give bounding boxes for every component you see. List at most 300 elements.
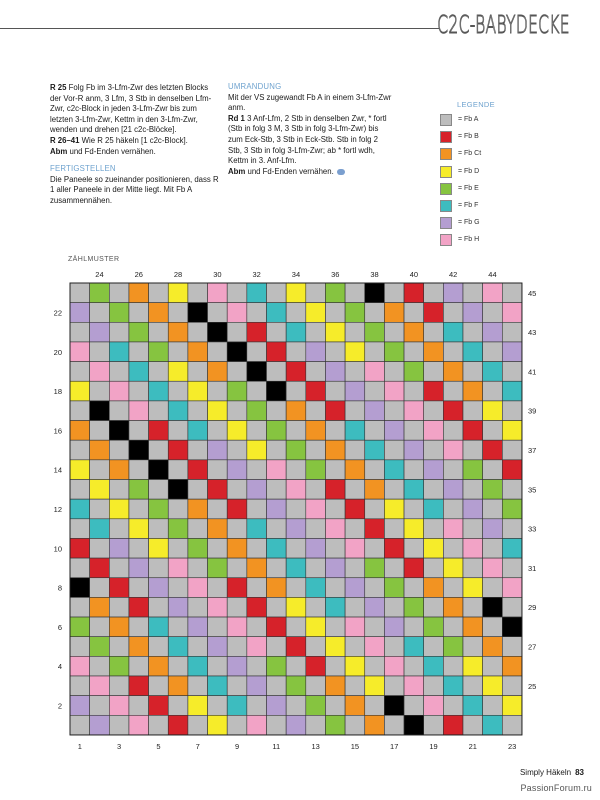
chart-cell: [90, 519, 110, 539]
chart-cell: [247, 696, 267, 716]
chart-cell: [443, 538, 463, 558]
chart-cell: [463, 362, 483, 382]
chart-cell: [404, 283, 424, 303]
chart-cell: [149, 519, 169, 539]
c2c-chart: [0, 262, 600, 752]
chart-cell: [404, 558, 424, 578]
chart-cell: [168, 362, 188, 382]
chart-cell: [208, 303, 228, 323]
chart-cell: [129, 322, 149, 342]
chart-cell: [247, 460, 267, 480]
chart-cell: [286, 342, 306, 362]
chart-cell: [149, 538, 169, 558]
chart-cell: [149, 696, 169, 716]
legend-item: [440, 114, 520, 127]
chart-cell: [345, 381, 365, 401]
chart-cell: [267, 578, 287, 598]
chart-cell: [463, 460, 483, 480]
chart-cell: [424, 460, 444, 480]
chart-cell: [247, 597, 267, 617]
left-row-label: 20: [53, 347, 62, 357]
chart-cell: [325, 519, 345, 539]
chart-cell: [286, 460, 306, 480]
chart-cell: [90, 381, 110, 401]
chart-cell: [443, 715, 463, 735]
chart-cell: [384, 362, 404, 382]
chart-cell: [267, 597, 287, 617]
chart-cell: [188, 342, 208, 362]
chart-cell: [325, 499, 345, 519]
bottom-column-label: 7: [195, 741, 200, 751]
chart-cell: [365, 696, 385, 716]
chart-cell: [109, 322, 129, 342]
chart-cell: [345, 578, 365, 598]
chart-cell: [90, 499, 110, 519]
chart-cell: [129, 283, 149, 303]
chart-cell: [90, 460, 110, 480]
chart-cell: [463, 538, 483, 558]
left-row-label: 22: [53, 308, 62, 318]
chart-cell: [227, 558, 247, 578]
chart-cell: [384, 303, 404, 323]
chart-cell: [168, 480, 188, 500]
row25-label: R 25: [50, 83, 67, 92]
chart-cell: [129, 440, 149, 460]
chart-cell: [208, 656, 228, 676]
chart-cell: [208, 283, 228, 303]
chart-cell: [247, 617, 267, 637]
chart-cell: [384, 676, 404, 696]
chart-cell: [306, 401, 326, 421]
bottom-column-label: 19: [429, 741, 438, 751]
chart-cell: [168, 283, 188, 303]
chart-cell: [424, 401, 444, 421]
chart-cell: [384, 597, 404, 617]
chart-cell: [129, 617, 149, 637]
chart-cell: [463, 578, 483, 598]
chart-cell: [365, 656, 385, 676]
fertigstellen-text: Die Paneele so zueinander positionieren, dass R 1 aller Paneele in der Mitte liegt. Mit Fb A zusammennähen.: [50, 174, 219, 205]
chart-cell: [365, 362, 385, 382]
chart-cell: [90, 401, 110, 421]
chart-cell: [227, 362, 247, 382]
chart-cell: [306, 303, 326, 323]
top-column-label: 44: [488, 270, 497, 279]
chart-cell: [70, 342, 90, 362]
chart-cell: [70, 696, 90, 716]
finish-paragraph: [50, 147, 220, 158]
chart-cell: [443, 460, 463, 480]
chart-cell: [129, 597, 149, 617]
chart-cell: [247, 558, 267, 578]
round1-text: 3 Anf-Lfm, 2 Stb in denselben Zwr, * fortl (Stb in folg 3 M, 3 Stb in folg 3-Lfm-Zwr) bis zum Eck-Stb, 3 Stb in Eck-Stb. Stb in folg 2 Stb, 3 Stb in folg 3-Lfm-Zwr; ab * fortl wdh, Kettm in 3. Anf-Lfm.: [228, 113, 387, 166]
chart-cell: [208, 440, 228, 460]
chart-cell: [365, 421, 385, 441]
top-column-label: 32: [252, 270, 261, 279]
chart-cell: [286, 696, 306, 716]
chart-cell: [129, 558, 149, 578]
chart-cell: [188, 362, 208, 382]
chart-cell: [325, 421, 345, 441]
chart-cell: [168, 656, 188, 676]
chart-cell: [424, 519, 444, 539]
chart-cell: [502, 715, 522, 735]
legend-title: LEGENDE: [457, 100, 495, 109]
chart-cell: [483, 597, 503, 617]
chart-cell: [384, 342, 404, 362]
chart-cell: [227, 440, 247, 460]
chart-cell: [483, 637, 503, 657]
chart-cell: [188, 578, 208, 598]
chart-cell: [306, 283, 326, 303]
chart-cell: [70, 597, 90, 617]
chart-cell: [70, 499, 90, 519]
chart-cell: [325, 303, 345, 323]
chart-cell: [365, 322, 385, 342]
chart-cell: [90, 617, 110, 637]
chart-cell: [208, 558, 228, 578]
chart-cell: [384, 499, 404, 519]
chart-cell: [109, 597, 129, 617]
chart-cell: [247, 578, 267, 598]
chart-cell: [404, 696, 424, 716]
chart-cell: [345, 538, 365, 558]
chart-cell: [168, 578, 188, 598]
chart-cell: [424, 538, 444, 558]
chart-cell: [306, 656, 326, 676]
left-row-label: 10: [53, 544, 62, 554]
chart-cell: [502, 519, 522, 539]
chart-cell: [365, 637, 385, 657]
chart-cell: [188, 440, 208, 460]
chart-cell: [365, 283, 385, 303]
chart-cell: [129, 401, 149, 421]
chart-cell: [286, 617, 306, 637]
chart-cell: [463, 696, 483, 716]
chart-cell: [483, 578, 503, 598]
chart-cell: [325, 715, 345, 735]
chart-cell: [384, 283, 404, 303]
chart-cell: [149, 617, 169, 637]
chart-cell: [443, 283, 463, 303]
chart-cell: [149, 480, 169, 500]
legend-item: [440, 234, 520, 247]
legend-swatch: [440, 114, 452, 126]
chart-cell: [443, 676, 463, 696]
chart-cell: [404, 421, 424, 441]
chart-cell: [365, 440, 385, 460]
chart-cell: [129, 519, 149, 539]
chart-cell: [188, 499, 208, 519]
legend-label: = Fb Ct: [458, 150, 482, 158]
chart-cell: [384, 460, 404, 480]
chart-cell: [345, 440, 365, 460]
chart-cell: [483, 715, 503, 735]
chart-cell: [325, 656, 345, 676]
chart-cell: [365, 303, 385, 323]
chart-cell: [306, 617, 326, 637]
chart-cell: [365, 617, 385, 637]
chart-cell: [365, 460, 385, 480]
chart-cell: [502, 676, 522, 696]
chart-cell: [384, 440, 404, 460]
chart-cell: [247, 381, 267, 401]
instructions-column-2: [228, 82, 393, 177]
top-column-label: 40: [409, 270, 419, 279]
chart-cell: [306, 362, 326, 382]
chart-cell: [70, 440, 90, 460]
chart-cell: [286, 519, 306, 539]
chart-cell: [502, 283, 522, 303]
chart-cell: [267, 362, 287, 382]
chart-cell: [267, 342, 287, 362]
chart-cell: [306, 676, 326, 696]
chart-cell: [227, 283, 247, 303]
chart-cell: [149, 401, 169, 421]
right-row-label: 35: [527, 485, 537, 495]
chart-cell: [483, 558, 503, 578]
chart-cell: [404, 617, 424, 637]
chart-cell: [267, 381, 287, 401]
chart-cell: [483, 342, 503, 362]
chart-cell: [208, 597, 228, 617]
chart-cell: [208, 480, 228, 500]
chart-cell: [345, 480, 365, 500]
chart-cell: [286, 597, 306, 617]
chart-cell: [424, 421, 444, 441]
chart-cell: [345, 342, 365, 362]
chart-cell: [168, 460, 188, 480]
chart-cell: [267, 303, 287, 323]
chart-cell: [365, 715, 385, 735]
chart-cell: [483, 362, 503, 382]
chart-cell: [247, 440, 267, 460]
right-row-label: 33: [527, 524, 537, 534]
chart-cell: [404, 460, 424, 480]
page-number: 83: [575, 768, 584, 777]
chart-cell: [129, 303, 149, 323]
umrandung-heading: UMRANDUNG: [228, 82, 282, 91]
chart-cell: [168, 676, 188, 696]
chart-cell: [502, 381, 522, 401]
chart-cell: [247, 401, 267, 421]
bottom-column-label: 15: [350, 741, 360, 751]
chart-cell: [286, 715, 306, 735]
chart-cell: [424, 715, 444, 735]
legend-item: [440, 166, 520, 179]
legend-swatch: [440, 234, 452, 246]
chart-cell: [325, 401, 345, 421]
legend-label: = Fb B: [458, 133, 479, 141]
chart-cell: [502, 421, 522, 441]
chart-cell: [109, 538, 129, 558]
legend-label: = Fb G: [458, 219, 480, 227]
chart-cell: [345, 637, 365, 657]
chart-cell: [483, 519, 503, 539]
chart-cell: [109, 421, 129, 441]
chart-cell: [90, 421, 110, 441]
chart-cell: [168, 421, 188, 441]
chart-cell: [168, 342, 188, 362]
chart-cell: [502, 656, 522, 676]
row25-text: Folg Fb im 3-Lfm-Zwr des letzten Blocks der Vor-R anm, 3 Lfm, 3 Stb in denselben Lfm-Zwr, c2c-Block in jeden 3-Lfm-Zwr bis zum letzten 3-Lfm-Zwr, Kettm in den 3-Lfm-Zwr, wenden und drehen [21 c2c-Blöcke].: [50, 83, 212, 135]
row26-41-text: Wie R 25 häkeln [1 c2c-Block].: [79, 135, 188, 145]
chart-cell: [90, 578, 110, 598]
chart-cell: [208, 381, 228, 401]
chart-cell: [129, 381, 149, 401]
chart-cell: [208, 322, 228, 342]
chart-cell: [227, 519, 247, 539]
left-row-label: 4: [57, 662, 62, 672]
chart-cell: [90, 696, 110, 716]
chart-cell: [149, 715, 169, 735]
chart-cell: [384, 401, 404, 421]
chart-cell: [208, 401, 228, 421]
magazine-name: Simply Häkeln: [519, 768, 572, 777]
chart-cell: [208, 715, 228, 735]
bottom-column-label: 11: [272, 741, 281, 751]
chart-cell: [168, 322, 188, 342]
chart-cell: [227, 480, 247, 500]
chart-cell: [443, 440, 463, 460]
chart-cell: [424, 440, 444, 460]
chart-cell: [463, 519, 483, 539]
chart-cell: [365, 578, 385, 598]
left-row-label: 2: [57, 701, 62, 711]
chart-cell: [70, 401, 90, 421]
chart-cell: [325, 578, 345, 598]
chart-cell: [345, 283, 365, 303]
chart-cell: [424, 637, 444, 657]
umrandung-finish-text: und Fd-Enden vernähen.: [245, 166, 334, 176]
left-row-label: 14: [53, 465, 62, 475]
chart-cell: [463, 499, 483, 519]
chart-cell: [247, 715, 267, 735]
chart-cell: [129, 480, 149, 500]
chart-cell: [267, 637, 287, 657]
chart-cell: [188, 676, 208, 696]
chart-cell: [109, 381, 129, 401]
chart-cell: [463, 676, 483, 696]
chart-cell: [306, 322, 326, 342]
chart-cell: [286, 637, 306, 657]
chart-cell: [149, 558, 169, 578]
chart-cell: [306, 440, 326, 460]
top-column-label: 24: [95, 270, 104, 279]
bottom-column-label: 13: [311, 741, 320, 751]
chart-cell: [129, 362, 149, 382]
chart-cell: [384, 617, 404, 637]
chart-cell: [70, 480, 90, 500]
left-row-label: 6: [57, 622, 62, 632]
chart-cell: [443, 421, 463, 441]
chart-cell: [267, 440, 287, 460]
chart-cell: [286, 676, 306, 696]
chart-cell: [424, 283, 444, 303]
chart-cell: [109, 578, 129, 598]
chart-cell: [424, 480, 444, 500]
chart-cell: [345, 460, 365, 480]
chart-cell: [129, 637, 149, 657]
chart-cell: [267, 558, 287, 578]
chart-cell: [384, 381, 404, 401]
top-column-label: 36: [331, 270, 340, 279]
chart-cell: [384, 538, 404, 558]
top-column-label: 26: [134, 270, 143, 279]
chart-cell: [267, 617, 287, 637]
chart-cell: [365, 499, 385, 519]
round1-paragraph: [228, 114, 393, 167]
chart-cell: [70, 322, 90, 342]
left-row-label: 16: [53, 426, 62, 436]
chart-cell: [483, 538, 503, 558]
chart-cell: [384, 480, 404, 500]
chart-cell: [149, 381, 169, 401]
chart-cell: [90, 303, 110, 323]
chart-cell: [109, 401, 129, 421]
chart-cell: [286, 656, 306, 676]
chart-cell: [109, 480, 129, 500]
chart-cell: [483, 322, 503, 342]
chart-cell: [306, 460, 326, 480]
chart-cell: [227, 617, 247, 637]
chart-cell: [109, 617, 129, 637]
chart-cell: [267, 538, 287, 558]
chart-cell: [109, 283, 129, 303]
chart-cell: [149, 440, 169, 460]
chart-cell: [70, 558, 90, 578]
chart-cell: [443, 499, 463, 519]
chart-cell: [267, 519, 287, 539]
right-row-label: 31: [527, 563, 537, 573]
chart-cell: [227, 342, 247, 362]
chart-cell: [443, 401, 463, 421]
chart-cell: [306, 421, 326, 441]
chart-cell: [404, 519, 424, 539]
chart-cell: [90, 322, 110, 342]
chart-cell: [149, 499, 169, 519]
chart-cell: [443, 303, 463, 323]
row26-41-label: R 26–41: [50, 135, 80, 145]
chart-cell: [90, 637, 110, 657]
chart-cell: [90, 480, 110, 500]
chart-cell: [502, 696, 522, 716]
chart-cell: [502, 480, 522, 500]
chart-cell: [345, 617, 365, 637]
umrandung-finish: [228, 167, 393, 178]
chart-cell: [90, 715, 110, 735]
chart-cell: [267, 283, 287, 303]
chart-cell: [149, 342, 169, 362]
chart-cell: [325, 597, 345, 617]
chart-cell: [286, 578, 306, 598]
chart-cell: [286, 538, 306, 558]
chart-cell: [345, 322, 365, 342]
chart-cell: [129, 538, 149, 558]
chart-cell: [463, 303, 483, 323]
chart-cell: [188, 519, 208, 539]
chart-cell: [208, 460, 228, 480]
chart-cell: [404, 538, 424, 558]
chart-cell: [70, 715, 90, 735]
chart-cell: [325, 283, 345, 303]
chart-cell: [149, 637, 169, 657]
bottom-column-label: 21: [468, 741, 477, 751]
legend-label: = Fb D: [458, 167, 480, 175]
chart-cell: [404, 401, 424, 421]
top-column-label: 28: [173, 270, 183, 279]
chart-cell: [70, 381, 90, 401]
